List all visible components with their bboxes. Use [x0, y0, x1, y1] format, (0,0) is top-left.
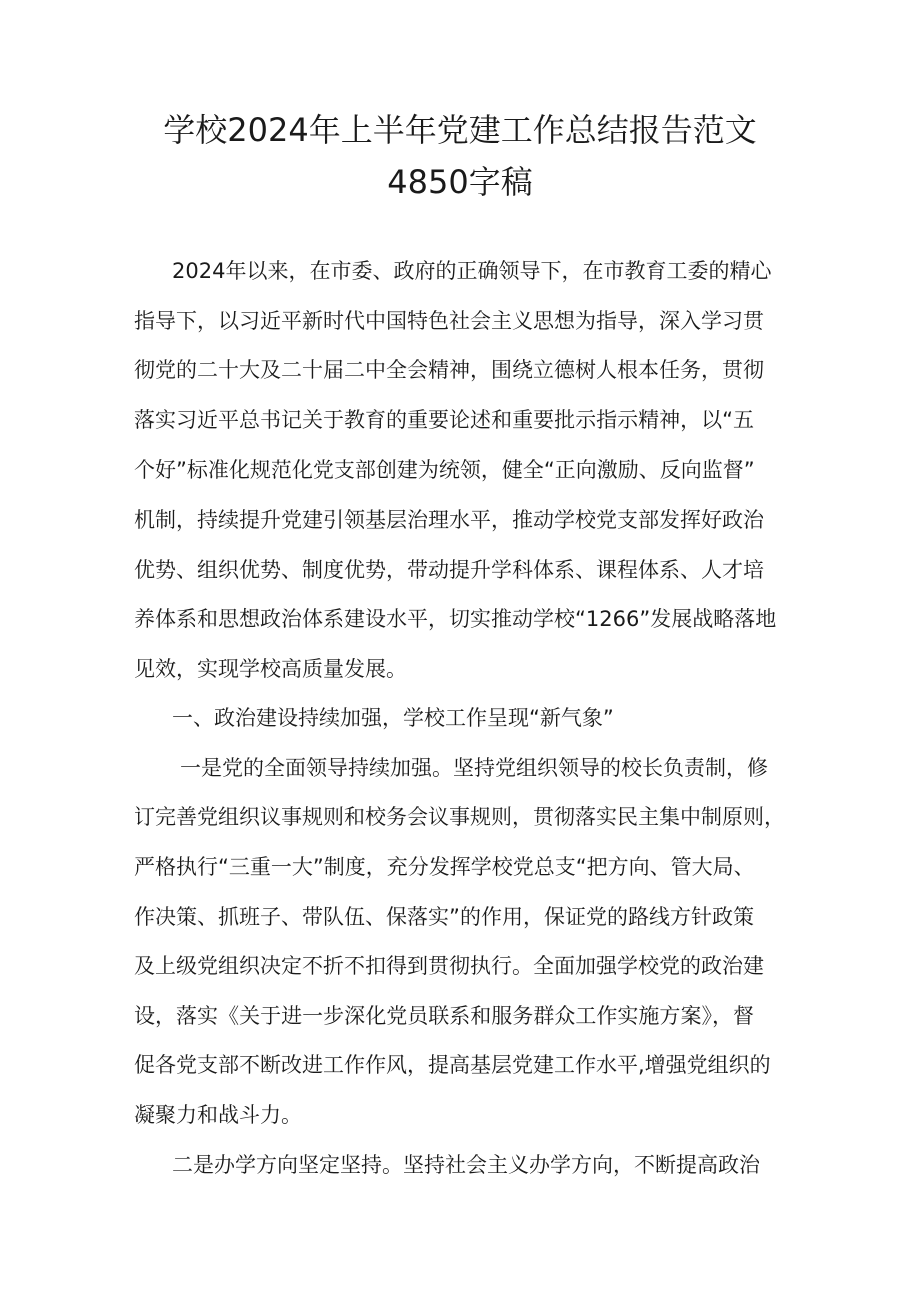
- paragraph-line: 一是党的全面领导持续加强。坚持党组织领导的校长负责制，修: [180, 756, 768, 780]
- paragraph-line: 彻党的二十大及二十届二中全会精神，围绕立德树人根本任务，贯彻: [134, 358, 764, 382]
- paragraph-line: 订完善党组织议事规则和校务会议事规则，贯彻落实民主集中制原则，: [134, 805, 785, 829]
- paragraph-line: 及上级党组织决定不折不扣得到贯彻执行。全面加强学校党的政治建: [134, 954, 764, 978]
- section-heading: 一、政治建设持续加强，学校工作呈现“新气象”: [172, 706, 614, 730]
- paragraph-line: 见效，实现学校高质量发展。: [134, 657, 407, 681]
- paragraph-line: 设，落实《关于进一步深化党员联系和服务群众工作实施方案》，督: [134, 1004, 754, 1028]
- paragraph-line: 机制，持续提升党建引领基层治理水平，推动学校党支部发挥好政治: [134, 508, 764, 532]
- paragraph-line: 二是办学方向坚定坚持。坚持社会主义办学方向，不断提高政治: [172, 1153, 760, 1177]
- paragraph-line: 优势、组织优势、制度优势，带动提升学科体系、课程体系、人才培: [134, 558, 764, 582]
- paragraph-line: 指导下，以习近平新时代中国特色社会主义思想为指导，深入学习贯: [134, 309, 764, 333]
- paragraph-line: 凝聚力和战斗力。: [134, 1103, 302, 1127]
- paragraph-line: 作决策、抓班子、带队伍、保落实”的作用，保证党的路线方针政策: [134, 905, 754, 929]
- paragraph-line: 严格执行“三重一大”制度，充分发挥学校党总支“把方向、管大局、: [134, 855, 755, 879]
- document-title-line-1: 学校2024年上半年党建工作总结报告范文: [163, 111, 757, 149]
- document-title-line-2: 4850字稿: [387, 163, 533, 201]
- paragraph-line: 促各党支部不断改进工作作风，提高基层党建工作水平,增强党组织的: [134, 1053, 771, 1077]
- paragraph-line: 个好”标准化规范化党支部创建为统领，健全“正向激励、反向监督”: [134, 458, 755, 482]
- paragraph-line: 2024年以来，在市委、政府的正确领导下，在市教育工委的精心: [172, 259, 772, 283]
- paragraph-line: 养体系和思想政治体系建设水平，切实推动学校“1266”发展战略落地: [134, 607, 777, 631]
- paragraph-line: 落实习近平总书记关于教育的重要论述和重要批示指示精神，以“五: [134, 408, 754, 432]
